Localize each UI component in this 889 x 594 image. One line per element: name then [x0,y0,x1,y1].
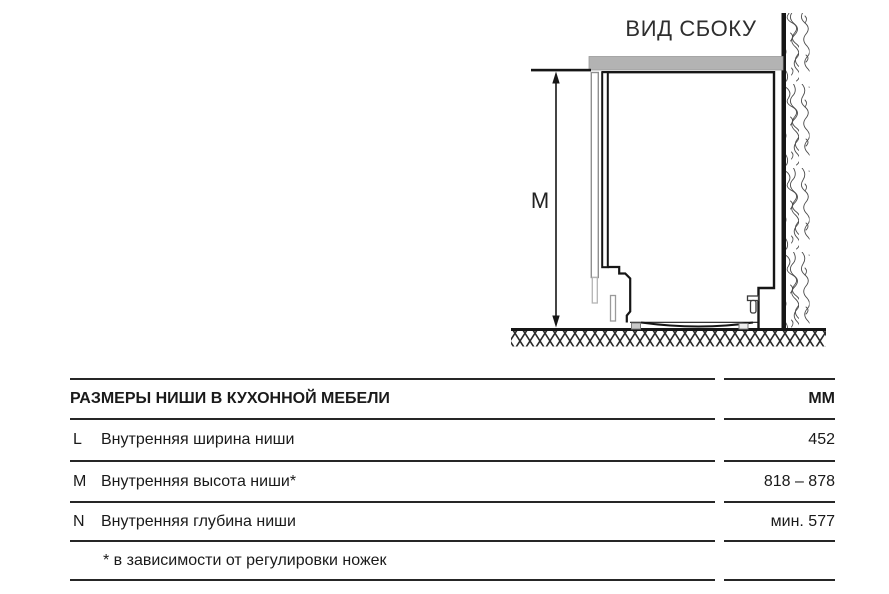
wall-hatch [786,13,810,330]
appliance-outline [602,72,774,329]
diagram-title: ВИД СБОКУ [625,16,757,41]
extension-line [531,69,591,72]
footnote-value-cell [724,540,835,581]
arrow-up-icon [552,72,559,84]
row-key: L [73,431,82,448]
column-gap [715,540,724,581]
row-label: Внутренняя ширина ниши [101,431,295,448]
row-label-cell [70,418,715,460]
table-title: РАЗМЕРЫ НИШИ В КУХОННОЙ МЕБЕЛИ [70,390,390,407]
table-row-height [70,460,835,501]
table-header-title-cell [70,378,715,418]
base-pan [641,323,753,327]
column-gap [715,460,724,501]
dimension-m [531,69,591,328]
column-gap [715,378,724,418]
side-view-drawing [490,0,870,370]
row-value: 818 – 878 [724,460,835,501]
row-key: M [73,472,87,490]
table-header-row [70,378,835,418]
footnote-text: * в зависимости от регулировки ножек [103,551,387,569]
niche-dimensions-table [70,378,835,581]
row-label: Внутренняя глубина ниши [101,512,296,530]
table-unit-header: ММ [724,378,835,418]
floor-line [511,328,826,331]
dimension-m-label: M [530,188,550,213]
column-gap [715,418,724,460]
table-row-width [70,418,835,460]
rear-foot [739,324,748,330]
plinth-strip [611,296,616,322]
fixing-bracket [748,296,759,313]
front-frame [602,72,608,267]
row-key: N [73,512,85,530]
row-value: 452 [724,418,835,460]
row-label: Внутренняя высота ниши* [101,472,297,490]
column-gap [715,501,724,540]
row-label-cell [70,460,715,501]
row-label-cell [70,501,715,540]
countertop [589,57,783,71]
table-row-depth [70,501,835,540]
door-panel-tail [592,278,597,304]
door-panel [591,73,598,278]
front-foot [632,323,641,329]
appliance-body [602,72,774,328]
arrow-down-icon [552,316,559,328]
table-footnote-row [70,540,835,581]
row-value: мин. 577 [724,501,835,540]
floor-hatch [511,331,826,347]
footnote-cell [70,540,715,581]
